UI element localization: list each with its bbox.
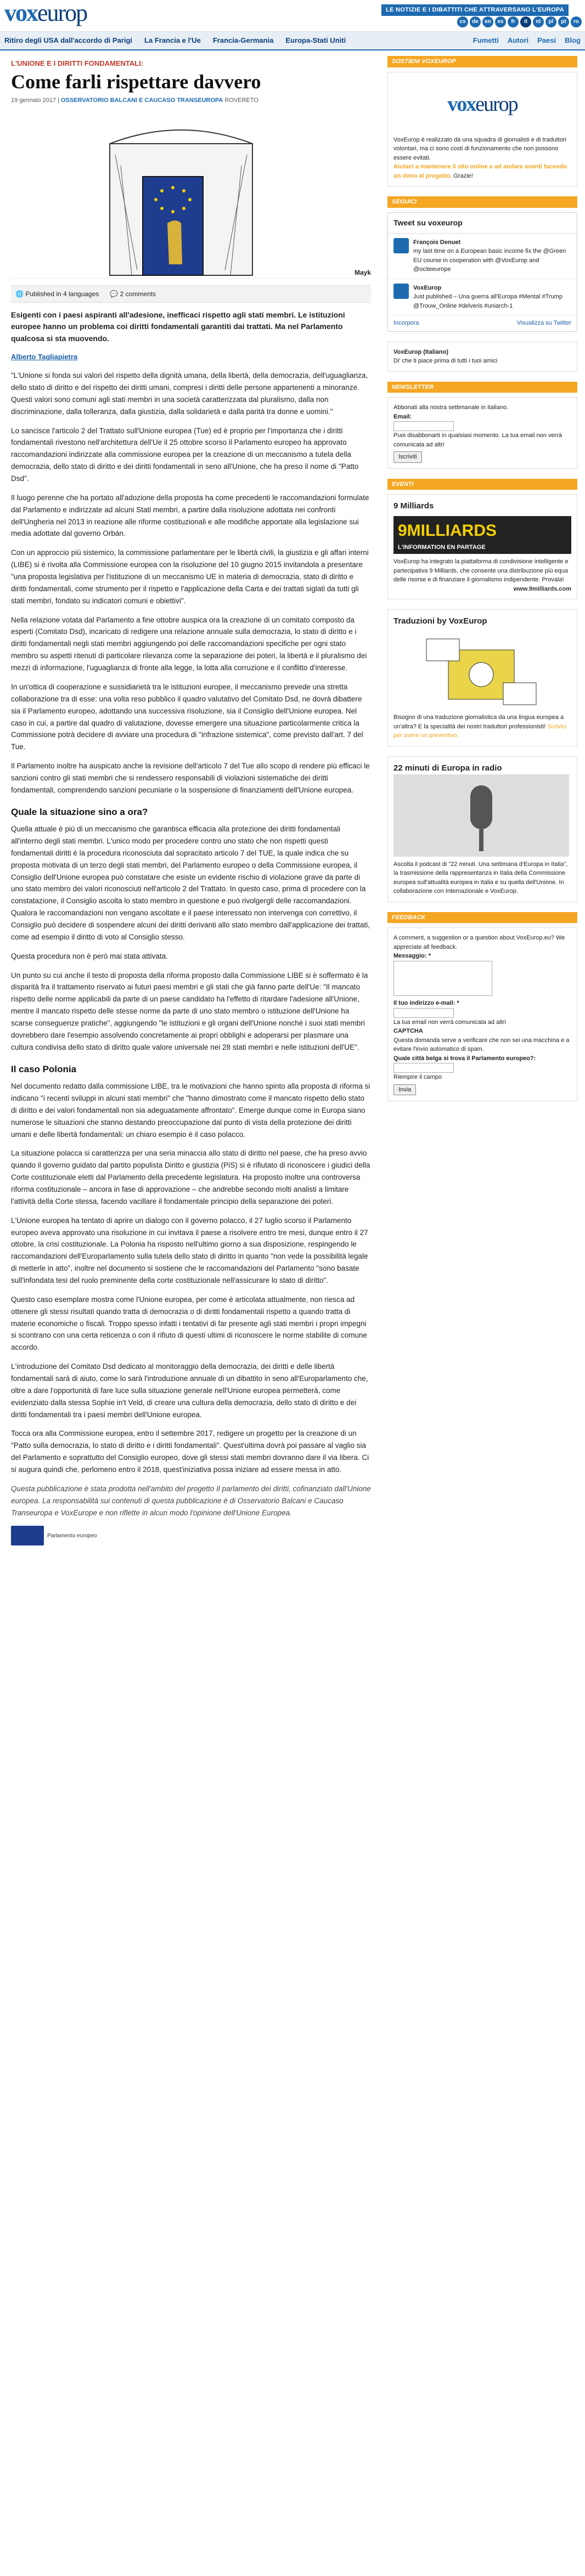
article-city: ROVERETO (224, 97, 258, 104)
language-cs[interactable]: cs (457, 16, 468, 27)
language-en[interactable]: en (482, 16, 493, 27)
paragraph: Questa procedura non è però mai stata attivata. (11, 952, 168, 960)
language-pl[interactable]: pl (545, 16, 556, 27)
9milliards-link[interactable]: www.9milliards.com (513, 585, 571, 592)
tweet[interactable]: VoxEurop Just published – Una guerra all'Europa #Mental #Trump @Trouw_Online #delveris #uniarch-1 (388, 279, 577, 316)
paragraph: Il luogo perenne che ha portato all'adozione della proposta ha come precedenti le raccomandazioni formulate dal Parlamento e indirizzate ad alcuni Stati membri, a partire dalla risoluzione adottata nei confronti dell'Ungheria nel 2013 in reazione alle riforme costituzionali e alle modifiche apportate alla legislazione sui media adottate dal governo Orbán. (11, 493, 369, 538)
avatar (393, 238, 409, 253)
article-title: Come farli rispettare davvero (11, 70, 261, 93)
nav-item-francia-germania[interactable]: Francia-Germania (212, 36, 274, 45)
section-heading: Quale la situazione sino a ora? (11, 806, 148, 817)
nav-item-francia[interactable]: La Francia e l'Ue (144, 36, 201, 45)
language-it[interactable]: it (520, 16, 531, 27)
tweets-title: Tweet su voxeurop (388, 213, 577, 234)
globe-icon: 🌐 (15, 290, 26, 298)
9milliards-banner[interactable]: 9MILLIARDS L'INFORMATION EN PARTAGE (393, 516, 571, 554)
article-footnote: Questa pubblicazione è stata prodotta nell'ambito del progetto Il parlamento dei diritti, cofinanziato dall'Unione europea. La responsabilità sui contenuti di questa pubblicazione è di Osservatorio Balcani e Caucaso Transeuropa e VoxEurope e non riflette in alcun modo l'opinione dell'Unione Europea. (11, 1484, 371, 1517)
tweets-view-link[interactable]: Visualizza su Twitter (516, 320, 571, 326)
hero-cartoon (11, 111, 368, 279)
events-box: 9 Milliards 9MILLIARDS L'INFORMATION EN PARTAGE VoxEurop ha integrato la piattaforma di condivisione intelligente e partecipativa 9 Milliards, che consente una distribuzione più equa delle risorse e di finanziare il giornalismo indipendente. Provala! www.9milliards.com (387, 494, 577, 599)
support-text: VoxEurop è realizzato da una squadra di giornalisti e di traduttori volontari, ma ci sono costi di funzionamento che non possono essere evitati. (393, 136, 566, 161)
newsletter-email-input[interactable] (393, 421, 454, 431)
paragraph: In un'ottica di cooperazione e sussidiarietà tra le istituzioni europee, il meccanismo prevede una stretta collaborazione tra di esse: una volta reso pubblico il quadro valutativo del Comitato Dsd, ne dovrà dibattere sia il Parlamento europeo, adottando una successiva risoluzione, sia il Consiglio dell'Unione europea. Nel caso in cui, a partire dal quadro di valutazione, dovesse emergere una situazione particolarmente critica la Commissione potrà decidere di avviare una procedura di "infrazione sistemica", come previsto dall'art. 7 del Tue. (11, 682, 363, 751)
newsletter-heading: NEWSLETTER (387, 382, 577, 393)
nav-item-usa[interactable]: Ritiro degli USA dall'accordo di Parigi (4, 36, 133, 45)
paragraph: Tocca ora alla Commissione europea, entro il settembre 2017, redigere un progetto per la creazione di un "Patto sulla democrazia, lo stato di diritto e i diritti fondamentali". Quest'ultima dovrà poi passare al vaglio sia del Parlamento e soprattutto del Consiglio europeo, dove gli stessi stati membri dovranno dare il via libera. Ci si augura quindi che, perlomeno entro il 2018, quest'iniziativa possa iniziare ad essere messa in atto. (11, 1429, 369, 1474)
paragraph: L'Unione europea ha tentato di aprire un dialogo con il governo polacco, il 27 luglio scorso il Parlamento europeo aveva approvato una risoluzione in cui invitava il paese a risolvere entro tre mesi, dunque entro il 27 ottobre, la crisi costituzionale. La Polonia ha risposto nell'ultimo giorno a sua disposizione, respingendo le raccomandazioni dell'Europarlamento sulla tutela dello stato di diritto in quanto "non vede la possibilità legale di metterle in atto", inoltre nel documento si sostiene che le raccomandazioni del Parlamento "sono basate sull'infondata tesi del ruolo preminente della corte costituzionale nell'assicurare lo stato di diritto". (11, 1216, 368, 1285)
facebook-widget (387, 342, 577, 372)
language-de[interactable]: de (470, 16, 481, 27)
site-tagline: LE NOTIZIE E I DIBATTITI CHE ATTRAVERSANO L'EUROPA (381, 4, 569, 16)
captcha-input[interactable] (393, 1063, 454, 1073)
article-meta: 19 gennaio 2017 | OSSERVATORIO BALCANI E CAUCASO TRANSEUROPA ROVERETO (11, 97, 258, 104)
avatar (393, 284, 409, 299)
paragraphs-a (11, 370, 371, 796)
fb-likes: Di' che ti piace prima di tutti i tuoi amici (393, 358, 498, 364)
cartoon-credit: Mayk (354, 268, 371, 276)
support-thanks: Grazie! (453, 172, 473, 179)
newsletter-box: Abbonati alla nostra settimanale in italiano. Email: Puoi disabbonarti in qualsiasi momento. La tua email non verrà comunicata ad altri Iscriviti (387, 397, 577, 469)
paragraph: Il Parlamento inoltre ha auspicato anche la revisione dell'articolo 7 del Tue allo scopo di rendere più efficaci le sanzioni contro gli stati membri che si rendessero responsabili di violazioni sistematiche dei diritti fondamentali, comprendendo sanzioni pecuniarie o la sospensione di finanziamenti dell'Unione europea. (11, 762, 370, 794)
events-heading: EVENTI (387, 479, 577, 490)
language-selector (457, 16, 582, 27)
fb-page-name[interactable]: VoxEurop (Italiano) (393, 348, 449, 355)
ep-logo: Parlamento europeo (11, 1526, 371, 1545)
comment-icon: 💬 (110, 290, 120, 298)
language-nl[interactable]: nl (533, 16, 544, 27)
tweet[interactable]: François Denuet my last time on a European basic income fix the @Green EU course in cooperation with @VoxEurop and @ociteeurope (388, 234, 577, 279)
languages-badge[interactable]: 🌐 Published in 4 languages (15, 290, 99, 298)
twitter-widget (387, 212, 577, 332)
tweets-embed-link[interactable]: Incorpora (393, 320, 419, 326)
feedback-email-input[interactable] (393, 1008, 454, 1018)
section-heading: Il caso Polonia (11, 1063, 77, 1074)
paragraph: Nella relazione votata dal Parlamento a fine ottobre auspica ora la creazione di un comitato composto da esperti (Comitato Dsd), incaricato di redigere una relazione annuale sulla democrazia, lo stato di diritto e i diritti fondamentali negli stati membri aggiungendo poi delle raccomandazioni specifiche per ogni stato membro su aspetti ritenuti di particolare rilevanza come la separazione dei poteri, la libertà e il pluralismo dei mezzi di informazione, l'uguaglianza di fronte alla legge, la lotta alla corruzione e il conflitto d'interesse. (11, 615, 367, 672)
support-heading: SOSTIENI VOXEUROP (387, 56, 577, 67)
paragraph: Questo caso esemplare mostra come l'Unione europea, per come è articolata attualmente, non riesca ad ottenere gli stessi risultati quando tratta di democrazia o di diritti fondamentali rispetto a quando tratta di materie economiche o fiscali. Troppo spesso infatti i tentativi di far presente agli stati membri i propri impegni si scontrano con una certa reticenza o con il rifiuto di questi ultimi di riconoscere le norme stabilite di comune accordo. (11, 1295, 368, 1352)
paragraphs-b (11, 823, 371, 1053)
sidebar (378, 50, 577, 1556)
site-header (0, 0, 585, 32)
paragraph: Nel documento redatto dalla commissione LIBE, tra le motivazioni che hanno spinto alla proposta di riforma si indicano "i recenti sviluppi in alcuni stati membri" che "hanno dimostrato come il mancato rispetto dello stato di diritto e dei valori fondamentali non sia adeguatamente affrontato". Emerge dunque come in Europa siano numerose le situazioni che stanno destando preoccupazione dal punto di vista della protezione dei diritti umani e delle libertà fondamentali: un chiaro esempio è il caso polacco. (11, 1082, 370, 1139)
language-ro[interactable]: ro (571, 16, 582, 27)
nav-blog[interactable]: Blog (565, 36, 581, 45)
article-lead: Esigenti con i paesi aspiranti all'adesione, inefficaci rispetto agli stati membri. Le istituzioni europee hanno un problema coi diritti fondamentali garantiti dai trattati. Ma nel Parlamento qualcosa si sta muovendo. (11, 310, 345, 343)
support-cta[interactable]: Aiutaci a mantenere il sito online e ad andare avanti facendo un dono al progetto. (393, 163, 567, 179)
paragraph: Con un approccio più sistemico, la commissione parlamentare per le libertà civili, la giustizia e gli affari interni (LIBE) si è rivolta alla Commissione europea con la risoluzione del 10 giugno 2015 invitandola a presentare "una proposta legislativa per l'istituzione di un meccanismo UE in materia di democrazia, stato di diritto e diritti fondamentali, come strumento per il rispetto e l'applicazione della Carta e dei trattati siglati da tutti gli stati membri, fondato su indicatori comuni e obiettivi". (11, 548, 369, 605)
nav-paesi[interactable]: Paesi (537, 36, 556, 45)
follow-heading: SEGUICI (387, 196, 577, 208)
support-logo[interactable]: voxeurop (447, 92, 518, 116)
article-source[interactable]: OSSERVATORIO BALCANI E CAUCASO TRANSEUROPA (60, 97, 223, 104)
feedback-submit-button[interactable]: Invia (393, 1084, 416, 1096)
language-pt[interactable]: pt (558, 16, 569, 27)
eu-flag-icon (11, 1526, 44, 1545)
paragraph: L'introduzione del Comitato Dsd dedicato al monitoraggio della democrazia, dei diritti e delle libertà fondamentali sarà di aiuto, come lo sarà l'introduzione annuale di un dibattito in seno all'Europarlamento che, oltre a dare l'opportunità di fare luce sulla situazione generale nell'Unione europea permetterà, come evidenziato dalla stessa Sophie in't Veld, di creare una cultura della democrazia, dello stato di diritto e dei diritti fondamentali tra i paesi membri dell'Unione europea. (11, 1362, 368, 1419)
language-es[interactable]: es (495, 16, 506, 27)
paragraph: "L'Unione si fonda sui valori del rispetto della dignità umana, della libertà, della democrazia, dell'uguaglianza, dello stato di diritto e del rispetto dei diritti umani, compresi i diritti delle persone appartenenti a minoranze. Questi valori sono comuni agli stati membri in una società caratterizzata dal pluralismo, dalla non discriminazione, dalla tolleranza, dalla giustizia, dalla solidarietà e dalla parità tra donne e uomini." (11, 371, 368, 416)
article (4, 50, 378, 1556)
nav-autori[interactable]: Autori (507, 36, 529, 45)
comments-link[interactable]: 💬 2 comments (110, 290, 156, 298)
language-fr[interactable]: fr (508, 16, 519, 27)
paragraph: La situazione polacca si caratterizza per una seria minaccia allo stato di diritto nel paese, che ha preso avvio quando il governo guidato dal partito populista Diritto e giustizia (PiS) si è rifiutato di riconoscere i giudici della Corte costituzionale eletti dal Parlamento della precedente legislatura. Ha proposto inoltre una controversa riforma costituzionale – ancora in fase di approvazione – che andrebbe secondo molti analisti a limitare l'attività della Corte stessa, facendo vacillare il fondamentale principio della separazione dei poteri. (11, 1149, 370, 1205)
translations-box: Traduzioni by VoxEurop Bisogno di una traduzione giornalistica da una lingua europea a un'altra? E la specialità dei nostri traduttori professionisti! Scrivici per avere un preventivo. (387, 609, 577, 746)
newsletter-subscribe-button[interactable]: Iscriviti (393, 451, 422, 463)
article-author[interactable]: Alberto Tagliapietra (11, 352, 78, 361)
paragraphs-c (11, 1080, 371, 1476)
microphone-icon (393, 774, 569, 857)
main-nav (0, 32, 585, 50)
cartoon-illustration (11, 111, 368, 279)
support-box (387, 72, 577, 187)
feedback-form: A comment, a suggestion or a question about VoxEurop.eu? We appreciate all feedback. Messaggio: * Il tuo indirizzo e-mail: * La tua email non verrà comunicata ad altri CAPTCHA Questa domanda serve a verificare che non sei una macchina e a evitare l'invio automatico di spam. Quale città belga si trova il Parlamento europeo?: Riempire il campo Invia (387, 927, 577, 1101)
paragraph: Quella attuale è più di un meccanismo che garantisca efficacia alla protezione dei diritti fondamentali all'interno degli stati membri. L'unico modo per procedere contro uno stato che non rispetti questi fondamentali diritti è la procedura riconosciuta dal sopracitato articolo 7 del TUE, la quale indica che su proposta motivata di un terzo degli stati membri, del Parlamento europeo o della Commissione europea, il Consiglio dell'Unione europea può constatare che esiste un evidente rischio di violazione grave da parte di uno stato membro dei valori riconosciuti nell'articolo 2 del Trattato. In questo caso, prima di procedere con la constatazione, il Consiglio ascolta lo stato membro in questione e può rivolgergli delle raccomandazioni. Qualora le raccomandazioni non vengano ascoltate e il paese interessato non intervenga con correttivo, il Consiglio può decidere di sospendere alcuni dei diritti derivanti allo stato membro dall'applicazione dei trattati, come ad esempio il diritto di voto al Consiglio stesso. (11, 825, 370, 941)
radio-box: 22 minuti di Europa in radio Ascolta il podcast di "22 minuti. Una settimana d'Europa in Italia", la trasmissione della rappresentanza in Italia della Commissione europea sull'attualità europea in Italia e su quella dell'Unione. In collaborazione con Internazionale e VoxEurop. (387, 756, 577, 902)
translations-contact-link[interactable]: Scrivici per avere un preventivo. (393, 723, 567, 739)
article-toolbar (11, 285, 371, 303)
article-body (11, 370, 371, 1519)
paragraph: Lo sancisce l'articolo 2 del Trattato sull'Unione europea (Tue) ed è proprio per l'importanza che i diritti fondamentali rivestono nell'architettura dell'Ue il 25 ottobre scorso il Parlamento europeo ha approvato raccomandazioni indirizzate alla commissione europea per la creazione di un meccanismo a tutela della democrazia, dello stato di diritto e dei diritti fondamentali in seno all'Unione, che ha preso il nome di "Patto Dsd". (11, 426, 359, 483)
nav-fumetti[interactable]: Fumetti (473, 36, 499, 45)
feedback-heading: FEEDBACK (387, 912, 577, 924)
site-logo[interactable]: voxeurop (4, 0, 87, 26)
article-kicker: L'UNIONE E I DIRITTI FONDAMENTALI: (11, 59, 144, 67)
paragraph: Un punto su cui anche il testo di proposta della riforma proposto dalla Commissione LIBE si è soffermato è la disparità fra il trattamento riservato ai futuri paesi membri e gli stati che già fanno parte dell'Ue: "Il mancato rispetto delle norme applicabili da parte di un paese candidato ha l'effetto di ritardare l'adesione all'Unione, mentre il mancato rispetto delle stesse norme da parte di uno stato membro o istituzione dell'Unione ha scarse conseguenze pratiche", aggiungendo "le istituzioni e gli organi dell'Unione nonché i suoi stati membri dovrebbero dare l'esempio assolvendo concretamente ai propri obblighi e adoperarsi per plasmare una cultura condivisa dello stato di diritto quale valore universale nei 28 stati membri e nelle istituzioni dell'UE". (11, 971, 368, 1051)
translation-machine-icon (393, 628, 569, 710)
article-date: 19 gennaio 2017 (11, 97, 56, 104)
nav-item-europa-usa[interactable]: Europa-Stati Uniti (285, 36, 346, 45)
feedback-message-input[interactable] (393, 961, 492, 996)
